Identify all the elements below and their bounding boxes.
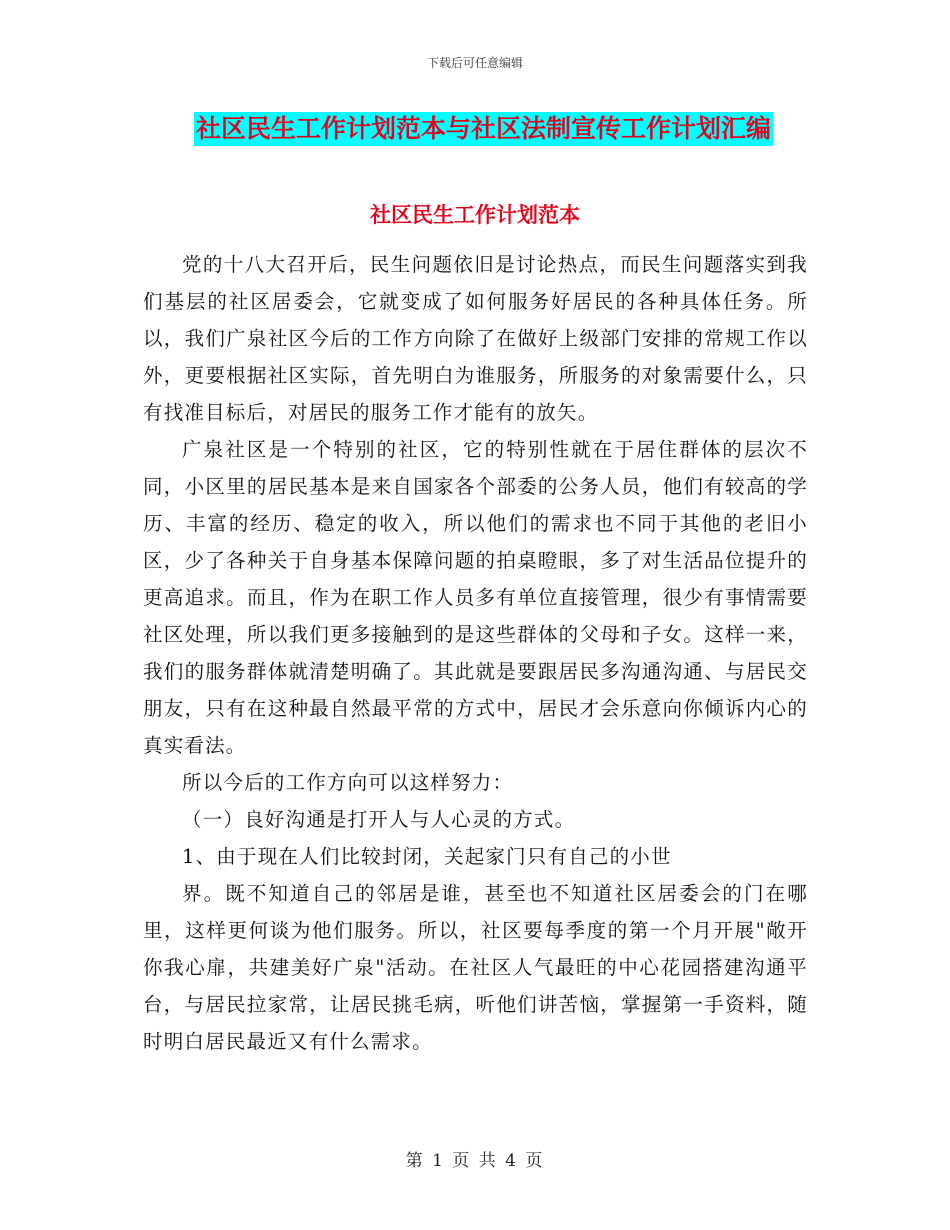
- document-title: 社区民生工作计划范本与社区法制宣传工作计划汇编: [194, 112, 773, 146]
- paragraph: 广泉社区是一个特别的社区，它的特别性就在于居住群体的层次不同，小区里的居民基本是来自国家各个部委的公务人员，他们有较高的学历、丰富的经历、稳定的收入，所以他们的需求也不同于其他的老旧小区，少了各种关于自身基本保障问题的拍桌瞪眼，多了对生活品位提升的更高追求。而且，作为在职工作人员多有单位直接管理，很少有事情需要社区处理，所以我们更多接触到的是这些群体的父母和子女。这样一来，我们的服务群体就清楚明确了。其此就是要跟居民多沟通沟通、与居民交朋友，只有在这种最自然最平常的方式中，居民才会乐意向你倾诉内心的真实看法。: [143, 438, 808, 757]
- paragraph: 1、由于现在人们比较封闭，关起家门只有自己的小世: [182, 845, 672, 868]
- paragraph: （一）良好沟通是打开人与人心灵的方式。: [182, 808, 576, 831]
- page-footer: 第 1 页 共 4 页: [405, 1151, 545, 1171]
- header-note: 下载后可任意编辑: [426, 56, 523, 70]
- paragraph: 界。既不知道自己的邻居是谁，甚至也不知道社区居委会的门在哪里，这样更何谈为他们服务。所以，社区要每季度的第一个月开展"敞开你我心扉，共建美好广泉"活动。在社区人气最旺的中心花园搭建沟通平台，与居民拉家常，让居民挑毛病，听他们讲苦恼，掌握第一手资料，随时明白居民最近又有什么需求。: [143, 882, 808, 1053]
- paragraph: 党的十八大召开后，民生问题依旧是讨论热点，而民生问题落实到我们基层的社区居委会，它就变成了如何服务好居民的各种具体任务。所以，我们广泉社区今后的工作方向除了在做好上级部门安排的常规工作以外，更要根据社区实际，首先明白为谁服务，所服务的对象需要什么，只有找准目标后，对居民的服务工作才能有的放矢。: [143, 253, 808, 424]
- paragraph: 所以今后的工作方向可以这样努力：: [182, 771, 514, 794]
- body-text: [143, 246, 808, 1060]
- section-title: 社区民生工作计划范本: [370, 202, 580, 227]
